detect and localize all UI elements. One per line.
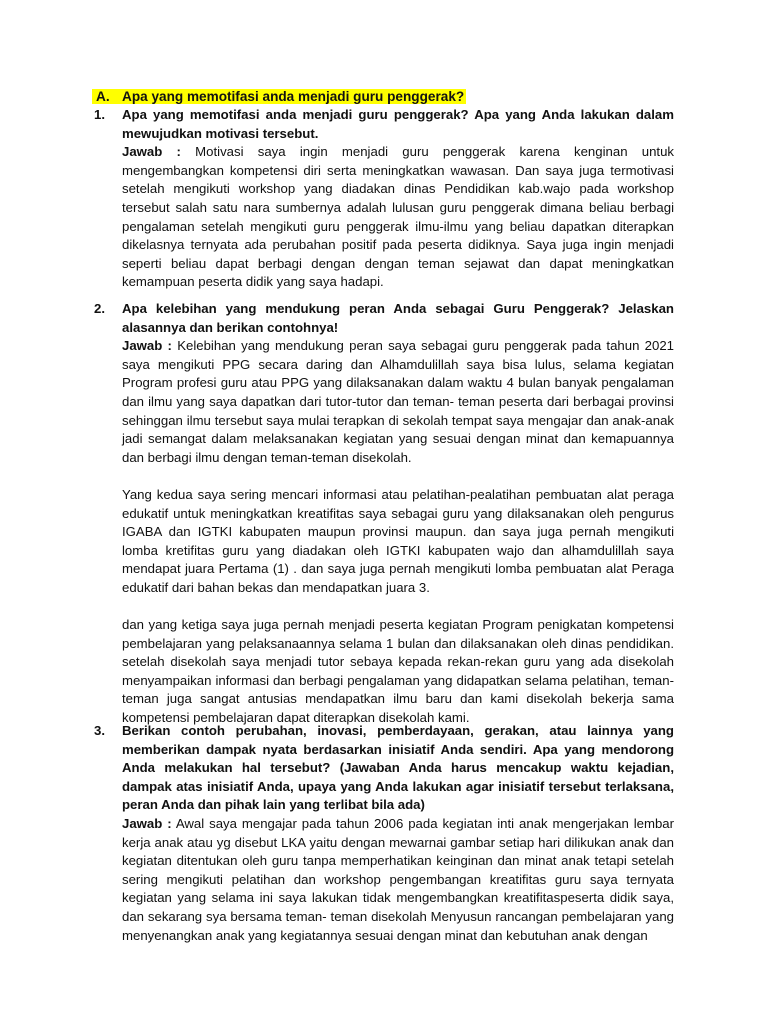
question-block-2 xyxy=(92,300,674,728)
question-number: 1. xyxy=(94,107,105,122)
section-heading-highlight xyxy=(92,89,466,104)
answer-label: Jawab : xyxy=(122,815,172,831)
answer-paragraph-2: Yang kedua saya sering mencari informasi atau pelatihan-pealatihan pembuatan alat peraga edukatif untuk meningkatkan kreatifitas saya sebagai guru yang dilaksanakan oleh pengurus IGABA dan IGTKI kabupaten maupun provinsi maupun. dan saya juga pernah mengikuti lomba kretifitas guru yang diadakan oleh IGTKI kabupaten wajo dan alhamdulillah saya mendapat juara Pertama (1) . dan saya juga pernah mengikuti lomba pembuatan alat Peraga edukatif dari bahan bekas dan mendapatkan juara 3. xyxy=(122,486,674,595)
answer-paragraph xyxy=(122,143,674,292)
section-heading xyxy=(92,88,466,106)
section-title: Apa yang memotifasi anda menjadi guru penggerak? xyxy=(122,89,465,104)
question-block-3 xyxy=(92,722,674,945)
question-text: Apa yang memotifasi anda menjadi guru penggerak? Apa yang Anda lakukan dalam mewujudkan motivasi tersebut. xyxy=(122,107,674,141)
answer-label: Jawab : xyxy=(122,144,181,160)
answer-text: Awal saya mengajar pada tahun 2006 pada kegiatan inti anak mengerjakan lembar kerja anak atau yg disebut LKA yaitu dengan mewarnai gambar setiap hari dilikukan anak dan kegiatan ditentukan oleh guru tanpa memperhatikan keinginan dan minat anak tetapi setelah sering mengikuti pelatihan dan workshop pengembangan kreatifitas guru saya ternyata kegiatan yang selama ini saya lakukan tidak mengembangkan kreatifitaspeserta didik saya, dan sekarang sya bersama teman- teman disekolah Menyusun rancangan pembelajaran yang menyenangkan anak yang kegiatannya sesuai dengan minat dan kebutuhan anak dengan xyxy=(122,815,675,943)
question-number: 3. xyxy=(94,723,105,738)
answer-label: Jawab : xyxy=(122,338,172,354)
answer-text: Kelebihan yang mendukung peran saya sebagai guru penggerak pada tahun 2021 saya mengikuti PPG secara daring dan Alhamdulillah saya bisa lulus, selama kegiatan Program profesi guru atau PPG yang dilaksanakan dalam waktu 4 bulan banyak pengalaman dan ilmu yang saya dapatkan dari tutor-tutor dan teman- teman peserta dari berbagai provinsi sehinggan ilmu tersebut saya mulai terapkan di sekolah tempat saya mengajar dan anak-anak jadi semangat dalam melaksanakan kegiatan yang sesuai dengan minat dan kemapuannya dan berbagi ilmu dengan teman-teman disekolah. xyxy=(122,338,674,465)
answer-paragraph xyxy=(122,815,674,945)
section-letter: A. xyxy=(96,89,110,104)
question-text: Berikan contoh perubahan, inovasi, pemberdayaan, gerakan, atau lainnya yang memberikan dampak nyata berdasarkan inisiatif Anda sendiri. Apa yang mendorong Anda melakukan hal tersebut? (Jawaban Anda harus mencakup waktu kejadian, dampak atas inisiatif Anda, upaya yang Anda lakukan agar inisiatif tersebut terlaksana, peran Anda dan pihak lain yang terlibat bila ada) xyxy=(122,723,674,813)
answer-text: Motivasi saya ingin menjadi guru penggerak karena kenginan untuk mengembangkan kompetensi diri serta meningkatkan wawasan. Dan saya juga termotivasi setelah mengikuti workshop yang diadakan dinas Pendidikan kab.wajo pada workshop tersebut salah satu nara sumbernya adalah lulusan guru penggerak dimana beliau berbagi pengalaman setelah mengikuti guru penggerak ilmu-ilmu yang beliau dapatkan diterapkan dikelasnya ternyata ada perubahan positif pada peserta didiknya. Saya juga ingin menjadi seperti beliau dapat berbagi dengan dengan teman sejawat dan dapat meningkatkan kemampuan peserta didik yang saya hadapi. xyxy=(122,144,675,290)
answer-paragraph-3: dan yang ketiga saya juga pernah menjadi peserta kegiatan Program penigkatan kompetensi pembelajaran yang pelaksanaannya selama 1 bulan dan dilaksanakan oleh dinas pendidikan. setelah disekolah saya menjadi tutor sebaya kepada rekan-rekan guru yang ada disekolah menyampaikan informasi dan berbagi pengalaman yang didapatkan selama pelatihan, teman-teman juga sangat antusias mendapatkan ilmu baru dan kami disekolah bekerja sama kompetensi pembelajaran dapat diterapkan disekolah kami. xyxy=(122,617,674,726)
question-block-1 xyxy=(92,106,674,292)
question-number: 2. xyxy=(94,301,105,316)
question-text: Apa kelebihan yang mendukung peran Anda sebagai Guru Penggerak? Jelaskan alasannya dan berikan contohnya! xyxy=(122,301,674,335)
answer-paragraph xyxy=(122,337,674,467)
